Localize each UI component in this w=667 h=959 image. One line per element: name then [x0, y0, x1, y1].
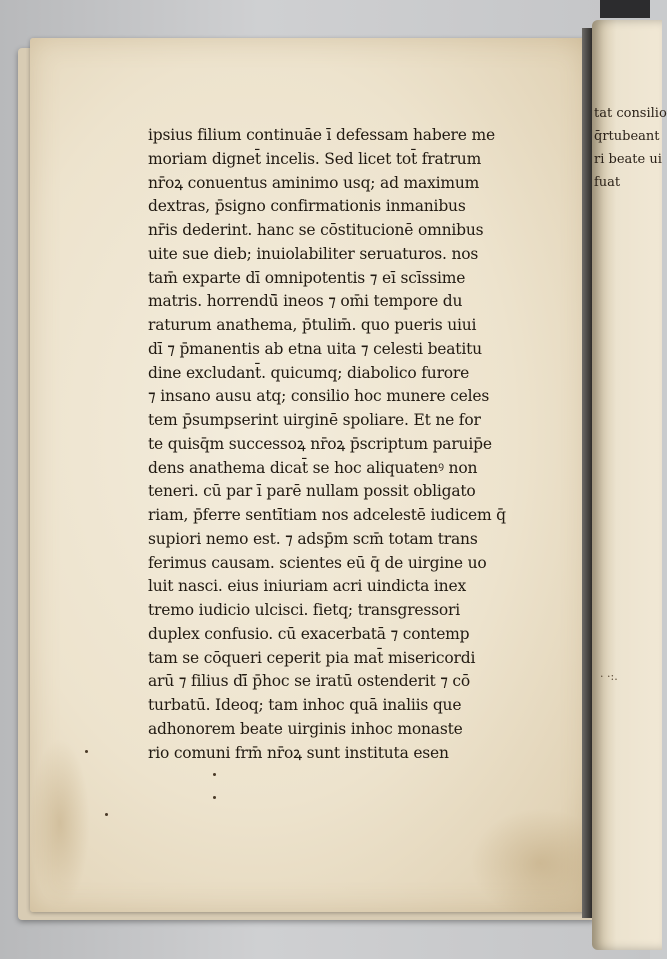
text-line: tam̄ exparte dī omnipotentis ⁊ eī scīssime	[148, 268, 466, 287]
facing-text-line: ri beate ui	[594, 152, 662, 167]
text-line: te quisq̄m successoꝝ nr̄oꝝ p̄scriptum paruip̄e	[148, 434, 492, 453]
ink-spot	[213, 796, 216, 799]
text-line: supiori nemo est. ⁊ adsp̄m scm̄ totam trans	[148, 529, 478, 548]
text-line: nr̄is dederint. hanc se cōstitucionē omnibus	[148, 221, 484, 239]
ink-spot	[85, 750, 88, 753]
ink-spot	[105, 813, 108, 816]
text-line: tremo iudicio ulcisci. fietq; transgressori	[148, 601, 461, 619]
facing-text-line: fuat	[594, 175, 621, 190]
text-line: rio comuni frm̄ nr̄oꝝ sunt instituta esen	[148, 743, 449, 762]
text-line: dī ⁊ p̄manentis ab etna uita ⁊ celesti beatitu	[148, 339, 482, 358]
ink-spot	[213, 773, 216, 776]
manuscript-page-verso	[30, 38, 590, 912]
text-line: tem p̄sumpserint uirginē spoliare. Et ne for	[148, 411, 481, 429]
text-line: matris. horrendū̄ ineos ⁊ om̄i tempore du	[148, 292, 463, 311]
text-line: dens anathema dicat̄ se hoc aliquatenꝰ non	[148, 458, 478, 477]
text-line: raturum anathema, p̄tulim̄. quo pueris uiui	[148, 316, 477, 334]
text-line: moriam dignet̄ incelis. Sed licet tot̄ fratrum	[148, 149, 482, 168]
facing-page-recto	[592, 20, 667, 950]
facing-text-block	[594, 102, 667, 194]
facing-text-line: q̄rtubeant	[594, 129, 660, 144]
text-line: luit nasci. eius iniuriam acri uindicta inex	[148, 577, 466, 596]
book-gutter	[582, 28, 592, 918]
text-line: ipsius filium continuāe ī defessam habere me	[148, 126, 495, 144]
text-line: dextras, p̄signo confirmationis inmanibus	[148, 197, 466, 216]
facing-page-marks: · ·:.	[600, 670, 618, 683]
text-line: adhonorem beate uirginis inhoc monaste	[148, 719, 463, 738]
manuscript-text-block	[148, 124, 528, 765]
text-line: arū ⁊ filius dī̄ p̄hoc se iratū ostenderit ⁊ cō	[148, 672, 471, 691]
text-line: ⁊ insano ausu atq; consilio hoc munere celes	[148, 387, 490, 406]
book-cover-edge	[600, 0, 650, 18]
text-line: nr̄oꝝ conuentus aminimo usq; ad maximum	[148, 173, 480, 192]
text-line: tam se cōqueri ceperit pia mat̄ misericordi	[148, 648, 476, 667]
text-line: dine excludant̄. quicumq; diabolico furore	[148, 363, 470, 382]
edge-discoloration	[30, 738, 90, 908]
text-line: turbatū. Ideoq; tam inhoc quā inaliis que	[148, 696, 462, 714]
text-line: ferimus causam. scientes eū q̄ de uirgine uo	[148, 553, 487, 572]
text-line: duplex confusio. cū exacerbatā ⁊ contemp	[148, 624, 470, 643]
text-line: uite sue dieb; inuiolabiliter seruaturos. nos	[148, 244, 479, 263]
text-line: riam, p̄ferre sentītiam nos adcelestē iudicem q̄	[148, 506, 506, 524]
facing-text-line: tat consilio	[594, 106, 667, 121]
text-line: teneri. cū par ī parē nullam possit obligato	[148, 482, 476, 501]
